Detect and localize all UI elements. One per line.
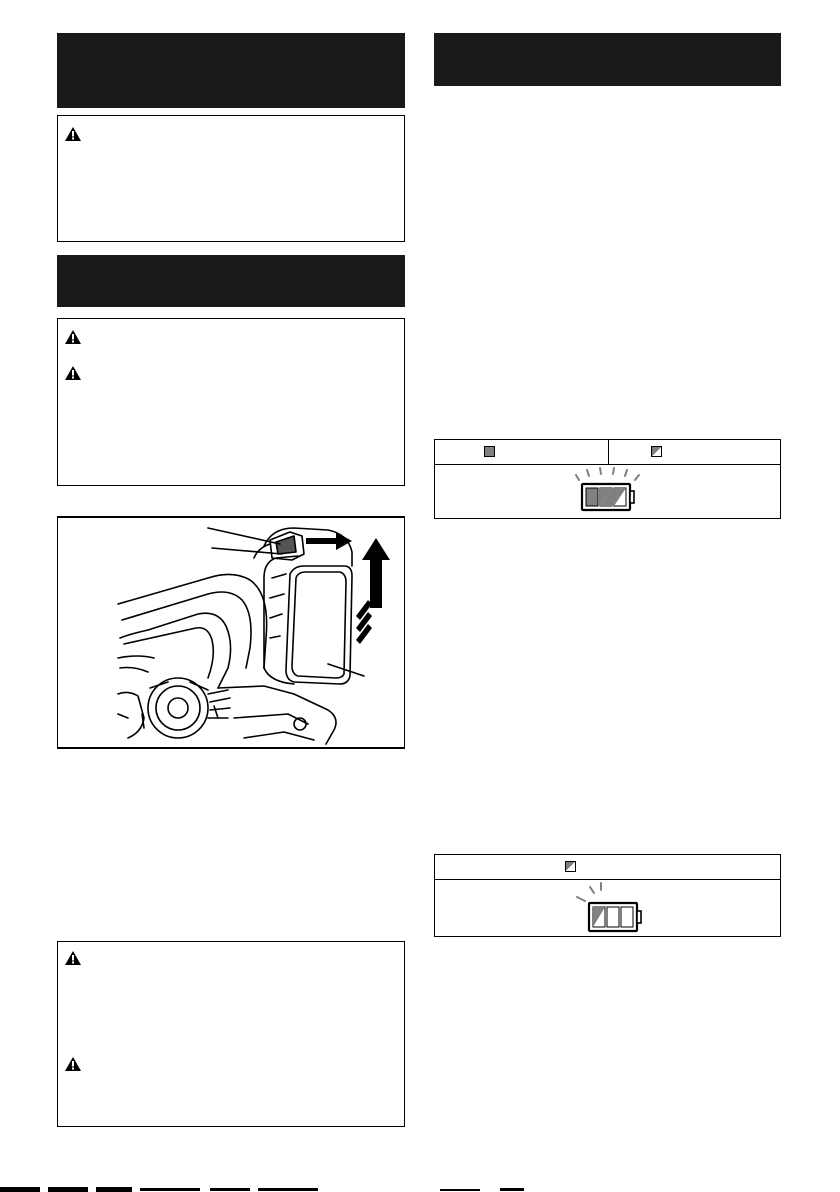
- section-header-right-1: [434, 33, 781, 86]
- half-gray-square-icon: [565, 861, 576, 872]
- section-header-left-2: [57, 255, 405, 307]
- warning-triangle-icon: [64, 950, 82, 966]
- lift-up-arrow-icon: [356, 538, 390, 644]
- battery-indicator-table-2: [434, 854, 781, 937]
- warning-box-3: [57, 941, 405, 1127]
- warning-triangle-icon: [64, 365, 82, 381]
- battery-removal-figure: [57, 516, 405, 749]
- indicator-legend-row: [435, 855, 780, 880]
- indicator-legend-row: [435, 440, 780, 465]
- battery-indicator-table-1: [434, 439, 781, 519]
- warning-triangle-icon: [64, 1056, 82, 1072]
- section-header-left-1: [57, 33, 405, 108]
- half-gray-square-icon: [651, 446, 662, 457]
- battery-one-segment-blinking-icon: [571, 881, 651, 937]
- tool-battery-illustration: [58, 518, 404, 747]
- warning-box-2: [57, 318, 405, 486]
- column-divider: [608, 440, 609, 464]
- warning-triangle-icon: [64, 126, 82, 142]
- slide-right-arrow-icon: [306, 532, 352, 550]
- warning-box-1: [57, 115, 405, 242]
- battery-three-segments-blinking-icon: [575, 466, 645, 516]
- page-footer-strip: [0, 1184, 840, 1192]
- solid-gray-square-icon: [484, 446, 495, 457]
- warning-triangle-icon: [64, 329, 82, 345]
